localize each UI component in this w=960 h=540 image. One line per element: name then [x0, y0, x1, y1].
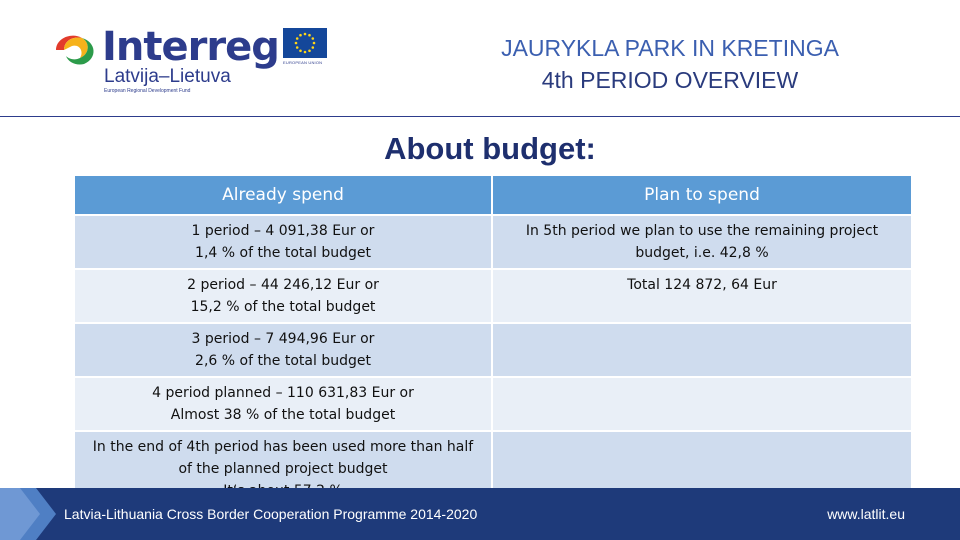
logo-subtitle: Latvija–Lietuva	[104, 66, 231, 87]
table-row	[74, 377, 912, 431]
plan-cell	[492, 377, 912, 431]
spent-cell: 2 period – 44 246,12 Eur or 15,2 % of the total budget	[74, 269, 492, 323]
eu-label: EUROPEAN UNION	[283, 60, 323, 65]
logo-wordmark: Interreg	[102, 24, 279, 70]
header-plan-to-spend: Plan to spend	[492, 175, 912, 215]
table-row	[74, 215, 912, 269]
table-row	[74, 323, 912, 377]
footer-accent-shape	[0, 488, 60, 540]
spent-cell: 4 period planned – 110 631,83 Eur or Almost 38 % of the total budget	[74, 377, 492, 431]
spent-cell: 1 period – 4 091,38 Eur or 1,4 % of the total budget	[74, 215, 492, 269]
interreg-logo	[50, 22, 340, 102]
header-already-spend: Already spend	[74, 175, 492, 215]
page-title-line1: JAURYKLA PARK IN KRETINGA	[501, 35, 839, 61]
plan-cell: Total 124 872, 64 Eur	[492, 269, 912, 323]
plan-cell: In 5th period we plan to use the remaining project budget, i.e. 42,8 %	[492, 215, 912, 269]
page-title-line2: 4th PERIOD OVERVIEW	[541, 67, 799, 93]
table-header-row	[74, 175, 912, 215]
header-divider	[0, 116, 960, 117]
footer-programme: Latvia-Lithuania Cross Border Cooperation Programme 2014-2020	[64, 506, 478, 522]
spent-cell: In the end of 4th period has been used more than half of the planned project budget	[74, 431, 492, 507]
eu-flag-icon	[283, 28, 327, 58]
footer-url-link[interactable]: www.latlit.eu	[827, 506, 905, 522]
budget-table	[73, 174, 913, 508]
plan-cell	[492, 323, 912, 377]
interreg-swirl-icon	[50, 28, 100, 68]
section-heading: About budget:	[384, 131, 596, 166]
logo-tagline: European Regional Development Fund	[104, 88, 191, 94]
spent-cell: 3 period – 7 494,96 Eur or 2,6 % of the total budget	[74, 323, 492, 377]
table-row	[74, 269, 912, 323]
